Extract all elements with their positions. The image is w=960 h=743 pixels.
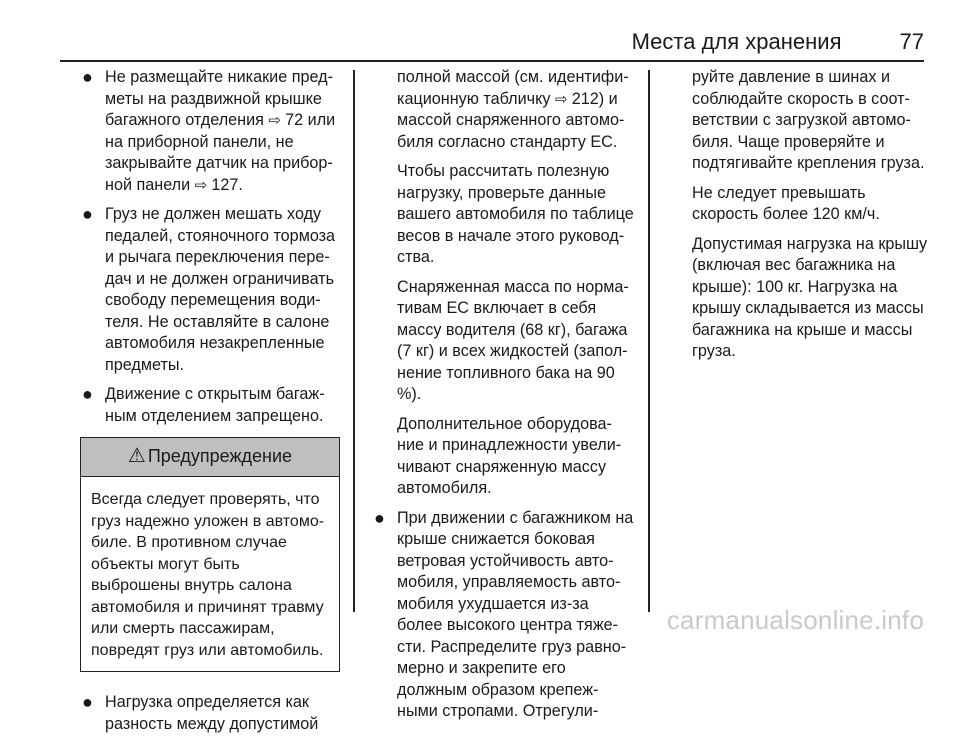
page-ref-arrow-icon[interactable]: ⇨ [194, 176, 212, 194]
page-ref-arrow-icon[interactable]: ⇨ [554, 90, 572, 108]
list-item: ● При движении с багажником на крыше снижается боковая ветровая устойчивость авто-мобиля, управляемость авто-мобиля ухудшается из-за более высокого центра тяже-сти. Распределите груз равно-мерно и закрепите его должным образом крепеж-ными стропами. Отрегули- [374, 507, 634, 720]
list-item: ● Нагрузка определяется как разность между допустимой [82, 692, 319, 733]
watermark: carmanualsonline.info [666, 605, 924, 635]
warning-title: Предупреждение [147, 446, 293, 467]
list-item: ● Груз не должен мешать ходу педалей, стояночного тормоза и рычага переключения пере-дач и не должен ограничивать свободу перемещения води-теля. Не оставляйте в салоне автомобиля незакрепленные предметы. [82, 204, 336, 374]
paragraph: руйте давление в шинах и соблюдайте скорость в соот-ветствии с загрузкой автомо-биля. Чаще проверяйте и подтягивайте крепления груза. [692, 68, 925, 172]
list-item: ● Не размещайте никакие пред-меты на раздвижной крышке багажного отделения ⇨ 72 или на приборной панели, не закрывайте датчик на прибор-ной панели ⇨ 127. [82, 67, 336, 194]
paragraph: Снаряженная масса по норма-тивам ЕС включает в себя массу водителя (68 кг), багажа (7 кг) и всех жидкостей (запол-нение топливного бака на 90 %). [397, 277, 629, 403]
warning-text: Всегда следует проверять, что груз надежно уложен в автомо-биле. В противном случае объекты могут быть выброшены внутрь салона автомобиля и причинят травму или смерть пассажирам, повредят груз или автомобиль. [91, 491, 325, 659]
warning-box [80, 437, 340, 672]
column-3 [667, 67, 931, 371]
warning-header [81, 438, 339, 477]
page-ref[interactable]: 127 [211, 175, 239, 194]
column-divider-2 [648, 70, 650, 612]
warning-triangle-icon: ⚠ [127, 445, 146, 468]
list-item: ● Движение с открытым багаж-ным отделением запрещено. [82, 384, 325, 425]
page-ref[interactable]: 72 [285, 111, 304, 129]
bullet-dot: ● [82, 384, 93, 404]
section-title: Места для хранения [631, 29, 842, 54]
paragraph: Не следует превышать скорость более 120 км/ч. [692, 183, 880, 223]
page-ref-arrow-icon[interactable]: ⇨ [268, 112, 286, 129]
column-2 [372, 67, 634, 731]
paragraph: Допустимая нагрузка на крышу (включая вес багажника на крыше): 100 кг. Нагрузка на крышу складывается из массы багажника на крыше и массы груза. [692, 234, 928, 360]
page-header [60, 24, 924, 60]
page-ref[interactable]: 212 [571, 89, 599, 108]
bullet-dot: ● [82, 204, 93, 224]
paragraph: полной массой (см. идентифи-кационную табличку ⇨ 212) и массой снаряженного автомо-биля согласно стандарту ЕС. [397, 68, 629, 151]
paragraph: Чтобы рассчитать полезную нагрузку, проверьте данные вашего автомобиля по таблице весов в начале этого руковод-ства. [397, 162, 634, 266]
paragraph: Дополнительное оборудова-ние и принадлежности увели-чивают снаряженную массу автомобиля. [397, 414, 622, 497]
page-number: 77 [899, 29, 924, 54]
bullet-dot: ● [82, 692, 93, 712]
header-rule [60, 60, 924, 62]
column-divider-1 [353, 70, 355, 612]
bullet-dot: ● [82, 67, 93, 87]
bullet-dot: ● [374, 507, 385, 528]
